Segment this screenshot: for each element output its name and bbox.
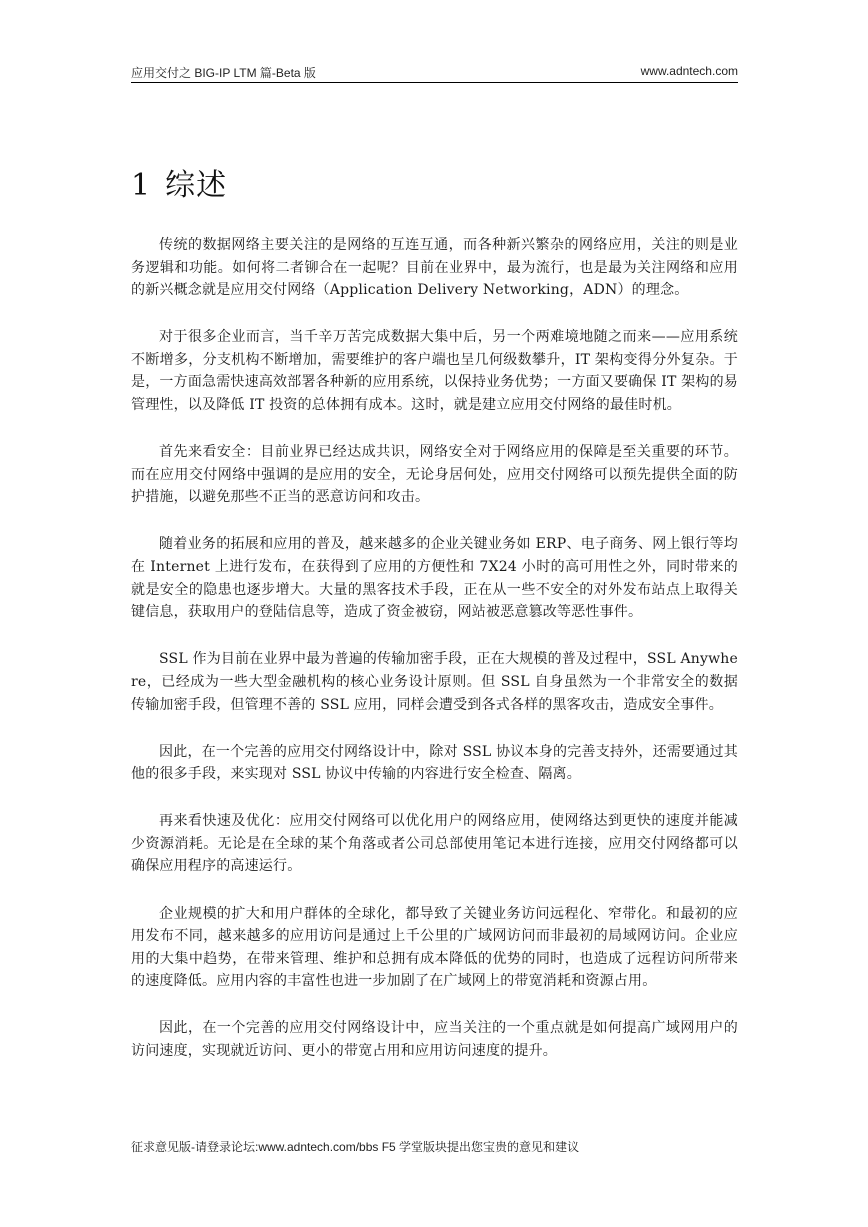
paragraph: SSL 作为目前在业界中最为普遍的传输加密手段，正在大规模的普及过程中，SSL Anywhere，已经成为一些大型金融机构的核心业务设计原则。但 SSL 自身虽然为一个非常安全的数据传输加密手段，但管理不善的 SSL 应用，同样会遭受到各式各样的黑客攻击，造成安全事件。 (131, 651, 738, 713)
document-body (131, 234, 738, 1087)
paragraph: 因此，在一个完善的应用交付网络设计中，应当关注的一个重点就是如何提高广域网用户的访问速度，实现就近访问、更小的带宽占用和应用访问速度的提升。 (131, 1020, 738, 1060)
paragraph: 对于很多企业而言，当千辛万苦完成数据大集中后，另一个两难境地随之而来——应用系统不断增多，分支机构不断增加，需要维护的客户端也呈几何级数攀升，IT 架构变得分外复杂。于是，一方面急需快速高效部署各种新的应用系统，以保持业务优势；一方面又要确保 IT 架构的易管理性，以及降低 IT 投资的总体拥有成本。这时，就是建立应用交付网络的最佳时机。 (131, 329, 738, 414)
paragraph: 随着业务的拓展和应用的普及，越来越多的企业关键业务如 ERP、电子商务、网上银行等均在 Internet 上进行发布，在获得到了应用的方便性和 7X24 小时的高可用性之外，同时带来的就是安全的隐患也逐步增大。大量的黑客技术手段，正在从一些不安全的对外发布站点上取得关键信息，获取用户的登陆信息等，造成了资金被窃，网站被恶意篡改等恶性事件。 (131, 536, 738, 621)
paragraph: 再来看快速及优化：应用交付网络可以优化用户的网络应用，使网络达到更快的速度并能减少资源消耗。无论是在全球的某个角落或者公司总部使用笔记本进行连接，应用交付网络都可以确保应用程序的高速运行。 (131, 813, 738, 875)
header-doc-title: 应用交付之 BIG-IP LTM 篇-Beta 版 (131, 66, 316, 80)
page-footer: 征求意见版-请登录论坛:www.adntech.com/bbs F5 学堂版块提出您宝贵的意见和建议 (131, 1140, 580, 1154)
paragraph: 企业规模的扩大和用户群体的全球化，都导致了关键业务访问远程化、窄带化。和最初的应用发布不同，越来越多的应用访问是通过上千公里的广域网访问而非最初的局域网访问。企业应用的大集中趋势，在带来管理、维护和总拥有成本降低的优势的同时，也造成了远程访问所带来的速度降低。应用内容的丰富性也进一步加剧了在广域网上的带宽消耗和资源占用。 (131, 905, 738, 990)
page-header (131, 62, 738, 83)
paragraph: 首先来看安全：目前业界已经达成共识，网络安全对于网络应用的保障是至关重要的环节。而在应用交付网络中强调的是应用的安全，无论身居何处，应用交付网络可以预先提供全面的防护措施，以避免那些不正当的恶意访问和攻击。 (131, 444, 738, 506)
paragraph: 因此，在一个完善的应用交付网络设计中，除对 SSL 协议本身的完善支持外，还需要通过其他的很多手段，来实现对 SSL 协议中传输的内容进行安全检查、隔离。 (131, 743, 738, 783)
paragraph: 传统的数据网络主要关注的是网络的互连互通，而各种新兴繁杂的网络应用，关注的则是业务逻辑和功能。如何将二者铆合在一起呢？目前在业界中，最为流行，也是最为关注网络和应用的新兴概念就是应用交付网络（Application Delivery Networking，ADN）的理念。 (131, 237, 738, 299)
section-heading (131, 160, 227, 204)
section-title: 综述 (165, 168, 228, 203)
header-website: www.adntech.com (640, 64, 738, 78)
section-number: 1 (131, 168, 152, 203)
